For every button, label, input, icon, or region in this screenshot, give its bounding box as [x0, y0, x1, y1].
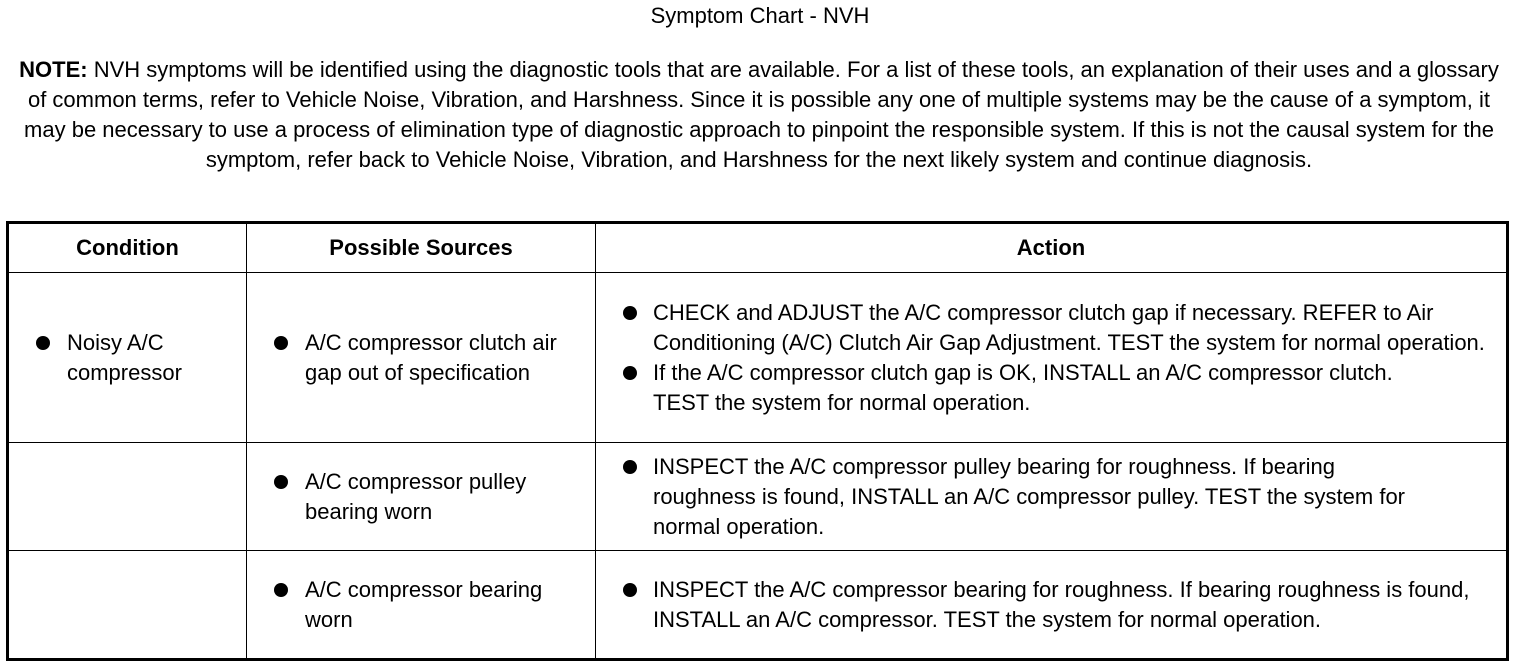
action-item: If the A/C compressor clutch gap is OK, INSTALL an A/C compressor clutch. TEST the system for normal operation.	[596, 358, 1506, 418]
condition-cell	[8, 273, 247, 443]
source-item: A/C compressor clutch air gap out of specification	[247, 328, 595, 388]
condition-cell	[8, 443, 247, 551]
action-cell	[596, 273, 1508, 443]
source-cell	[247, 551, 596, 660]
note-text: NVH symptoms will be identified using the diagnostic tools that are available. For a list of these tools, an explanation of their uses and a glossary of common terms, refer to Vehicle Noise, Vibration, and Harshness. Since it is possible any one of multiple systems may be the cause of a symptom, it may be necessary to use a process of elimination type of diagnostic approach to pinpoint the responsible system. If this is not the causal system for the symptom, refer back to Vehicle Noise, Vibration, and Harshness for the next likely system and continue diagnosis.	[24, 57, 1499, 172]
header-action: Action	[596, 223, 1508, 273]
source-item: A/C compressor bearing worn	[247, 575, 595, 635]
action-item: INSPECT the A/C compressor bearing for roughness. If bearing roughness is found, INSTALL an A/C compressor. TEST the system for normal operation.	[596, 575, 1506, 635]
action-item: CHECK and ADJUST the A/C compressor clutch gap if necessary. REFER to Air Conditioning (A/C) Clutch Air Gap Adjustment. TEST the system for normal operation.	[596, 298, 1506, 358]
condition-cell	[8, 551, 247, 660]
table-row	[8, 551, 1508, 660]
table-header-row	[8, 223, 1508, 273]
source-cell	[247, 273, 596, 443]
note-paragraph	[14, 55, 1504, 175]
table-row	[8, 273, 1508, 443]
action-item: INSPECT the A/C compressor pulley bearing for roughness. If bearing roughness is found, INSTALL an A/C compressor pulley. TEST the system for normal operation.	[596, 452, 1506, 542]
header-condition: Condition	[8, 223, 247, 273]
note-label: NOTE:	[19, 57, 88, 82]
table-row	[8, 443, 1508, 551]
page-title: Symptom Chart - NVH	[650, 3, 870, 28]
header-possible-sources: Possible Sources	[247, 223, 596, 273]
action-cell	[596, 443, 1508, 551]
source-item: A/C compressor pulley bearing worn	[247, 467, 595, 527]
condition-item: Noisy A/C compressor	[9, 328, 246, 388]
action-cell	[596, 551, 1508, 660]
source-cell	[247, 443, 596, 551]
symptom-chart-table	[6, 221, 1509, 661]
